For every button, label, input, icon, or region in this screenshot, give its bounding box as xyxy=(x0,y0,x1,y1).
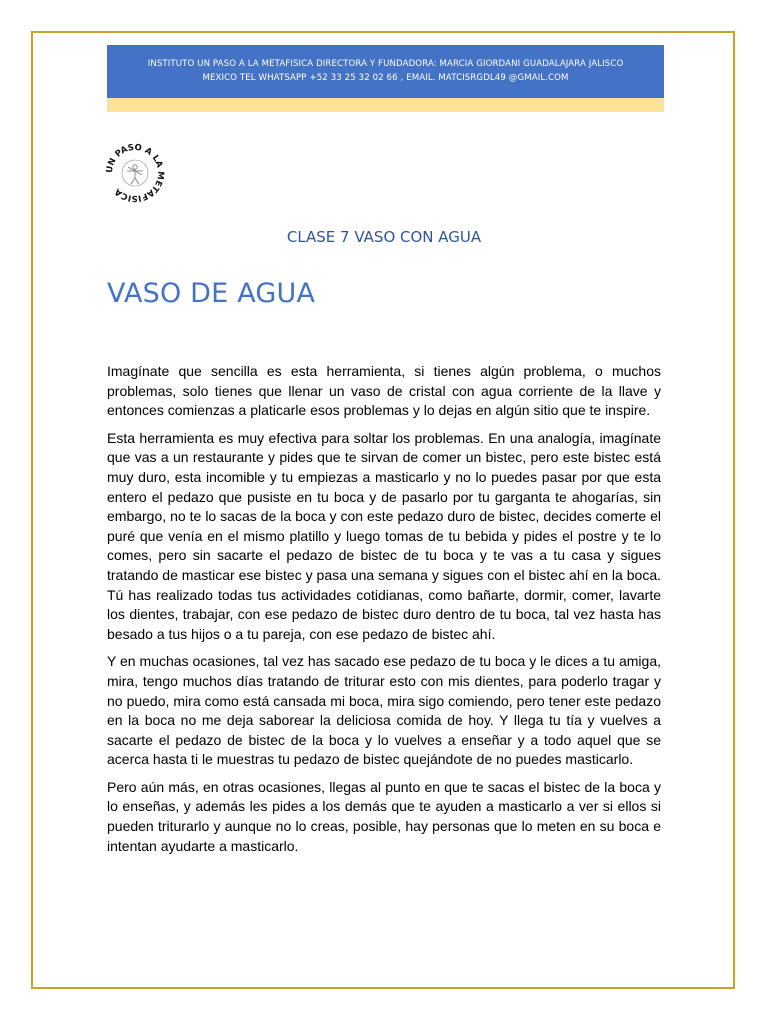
paragraph-1: Imagínate que sencilla es esta herramienta, si tienes algún problema, o muchos problemas, solo tienes que llenar un vaso de cristal con agua corriente de la llave y entonces comienzas a platicarle esos problemas y lo dejas en algún sitio que te inspire. xyxy=(107,363,661,419)
paragraph-2: Esta herramienta es muy efectiva para soltar los problemas. En una analogía, imagínate que vas a un restaurante y pides que te sirvan de comer un bistec, pero este bistec está muy duro, esta incomible y tu empiezas a masticarlo y no lo puedes pasar por que esta entero el pedazo que pusiste en tu boca y de pasarlo por tu garganta te ahogarías, sin embargo, no te lo sacas de la boca y con este pedazo duro de bistec, decides comerte el puré que venía en el mismo platillo y luego tomas de tu bebida y pides el postre y te lo comes, pero sin sacarte el pedazo de bistec de tu boca y te vas a tu casa y sigues tratando de masticar ese bistec y pasa una semana y sigues con el bistec ahí en la boca. Tú has realizado todas tus actividades cotidianas, como bañarte, dormir, comer, lavarte los dientes, trabajar, con ese pedazo de bistec duro dentro de tu boca, tal vez hasta has besado a tus hijos o a tu pareja, con ese pedazo de bistec ahí. xyxy=(107,429,661,642)
institute-logo xyxy=(104,142,166,204)
paragraph-3: Y en muchas ocasiones, tal vez has sacado ese pedazo de tu boca y le dices a tu amiga, mira, tengo muchos días tratando de triturar esto con mis dientes, para poderlo tragar y no puedo, mira como está cansada mi boca, mira sigo comiendo, pero tener este pedazo en la boca no me deja saborear la deliciosa comida de hoy. Y llega tu tía y vuelves a sacarte el pedazo de bistec de la boca y lo vuelves a enseñar y a todo aquel que se acerca hasta ti le muestras tu pedazo de bistec quejándote de no puedes masticarlo. xyxy=(107,653,661,768)
class-title: CLASE 7 VASO CON AGUA xyxy=(286,228,482,246)
logo-ring-textpath: UN PASO A LA METAFISICA xyxy=(104,142,166,204)
header-line-2: MEXICO TEL WHATSAPP +52 33 25 32 02 66 , EMAIL. MATCISRGDL49 @GMAIL.COM xyxy=(202,73,569,83)
header-band xyxy=(107,45,664,98)
body-text xyxy=(107,362,661,864)
header-line-1: INSTITUTO UN PASO A LA METAFISICA DIRECTORA Y FUNDADORA: MARCIA GIORDANI GUADALAJARA JALISCO xyxy=(147,59,624,69)
paragraph-4: Pero aún más, en otras ocasiones, llegas al punto en que te sacas el bistec de la boca y lo enseñas, y además les pides a los demás que te ayuden a masticarlo a ver si ellos si pueden triturarlo y aunque no lo creas, posible, hay personas que lo meten en su boca e intentan ayudarte a masticarlo. xyxy=(107,778,661,854)
main-title: VASO DE AGUA xyxy=(107,278,316,309)
header-accent-strip xyxy=(107,98,664,112)
